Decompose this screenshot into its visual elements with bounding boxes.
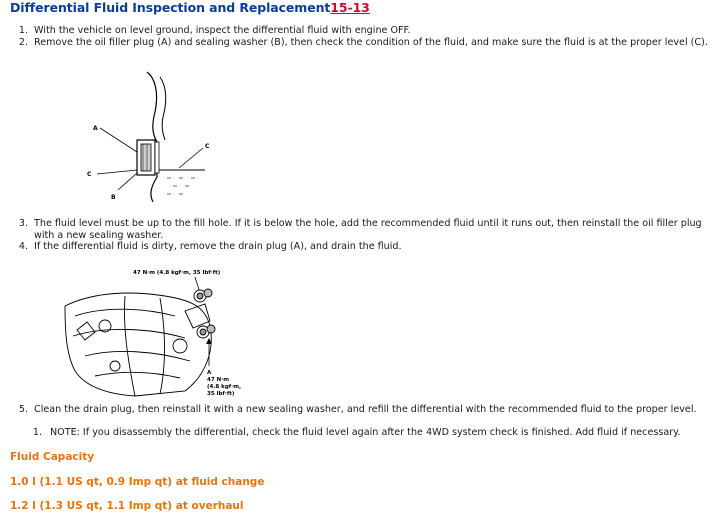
step-number: 2.: [18, 37, 28, 48]
step-4: [10, 241, 716, 253]
upper-plug: [194, 289, 212, 302]
fluid-dashes: [167, 178, 195, 194]
fluid-capacity-heading: Fluid Capacity: [10, 451, 95, 463]
step-text: Clean the drain plug, then reinstall it with a new sealing washer, and refill the differential with the recommended fluid to the proper level.: [34, 404, 697, 415]
step-5: [10, 404, 716, 416]
filler-plug-diagram: [85, 72, 225, 202]
step-number: 4.: [18, 241, 28, 252]
differential-housing: [65, 293, 211, 396]
step-text: Remove the oil filler plug (A) and sealing washer (B), then check the condition of the fluid, and make sure the fluid is at the proper level (C).: [34, 37, 708, 48]
step-text: If the differential fluid is dirty, remove the drain plug (A), and drain the fluid.: [34, 241, 402, 252]
section-ref-link[interactable]: 15-13: [330, 0, 370, 15]
note-number: 1.: [32, 427, 42, 438]
label-c-right: C: [205, 143, 210, 150]
drain-plug: [197, 325, 215, 338]
step-text: With the vehicle on level ground, inspect the differential fluid with engine OFF.: [34, 25, 411, 36]
sealing-washer: [155, 142, 159, 173]
page-title: [10, 0, 370, 15]
label-c-left: C: [87, 171, 92, 178]
torque-line-2: (4.8 kgf·m,: [207, 384, 242, 390]
title-text: Differential Fluid Inspection and Replacement: [10, 0, 331, 15]
torque-line-3: 35 lbf·ft): [207, 391, 235, 397]
step-3: [10, 218, 716, 242]
differential-drain-diagram: [65, 266, 265, 401]
label-a: A: [207, 370, 212, 376]
torque-line-1: 47 N·m: [207, 377, 229, 383]
step-number: 1.: [18, 25, 28, 36]
note-item: [24, 427, 716, 439]
housing-outline: [147, 72, 157, 202]
step-2: [10, 37, 716, 61]
capacity-overhaul: 1.2 l (1.3 US qt, 1.1 Imp qt) at overhaul: [10, 500, 244, 512]
step-text: The fluid level must be up to the fill hole. If it is below the hole, add the recommended fluid until it runs out, then reinstall the oil filler plug with a new sealing washer.: [34, 218, 702, 241]
label-b: B: [111, 194, 116, 201]
capacity-fluid-change: 1.0 l (1.1 US qt, 0.9 Imp qt) at fluid change: [10, 476, 265, 488]
step-1: [10, 25, 710, 37]
note-text: NOTE: If you disassembly the differential, check the fluid level again after the 4WD system check is finished. Add fluid if necessary.: [50, 427, 681, 438]
step-number: 3.: [18, 218, 28, 229]
label-a: A: [93, 125, 98, 132]
step-number: 5.: [18, 404, 28, 415]
housing-wall: [160, 77, 166, 140]
plug-head: [141, 144, 151, 171]
top-torque-label: 47 N·m (4.8 kgf·m, 35 lbf·ft): [133, 270, 221, 276]
